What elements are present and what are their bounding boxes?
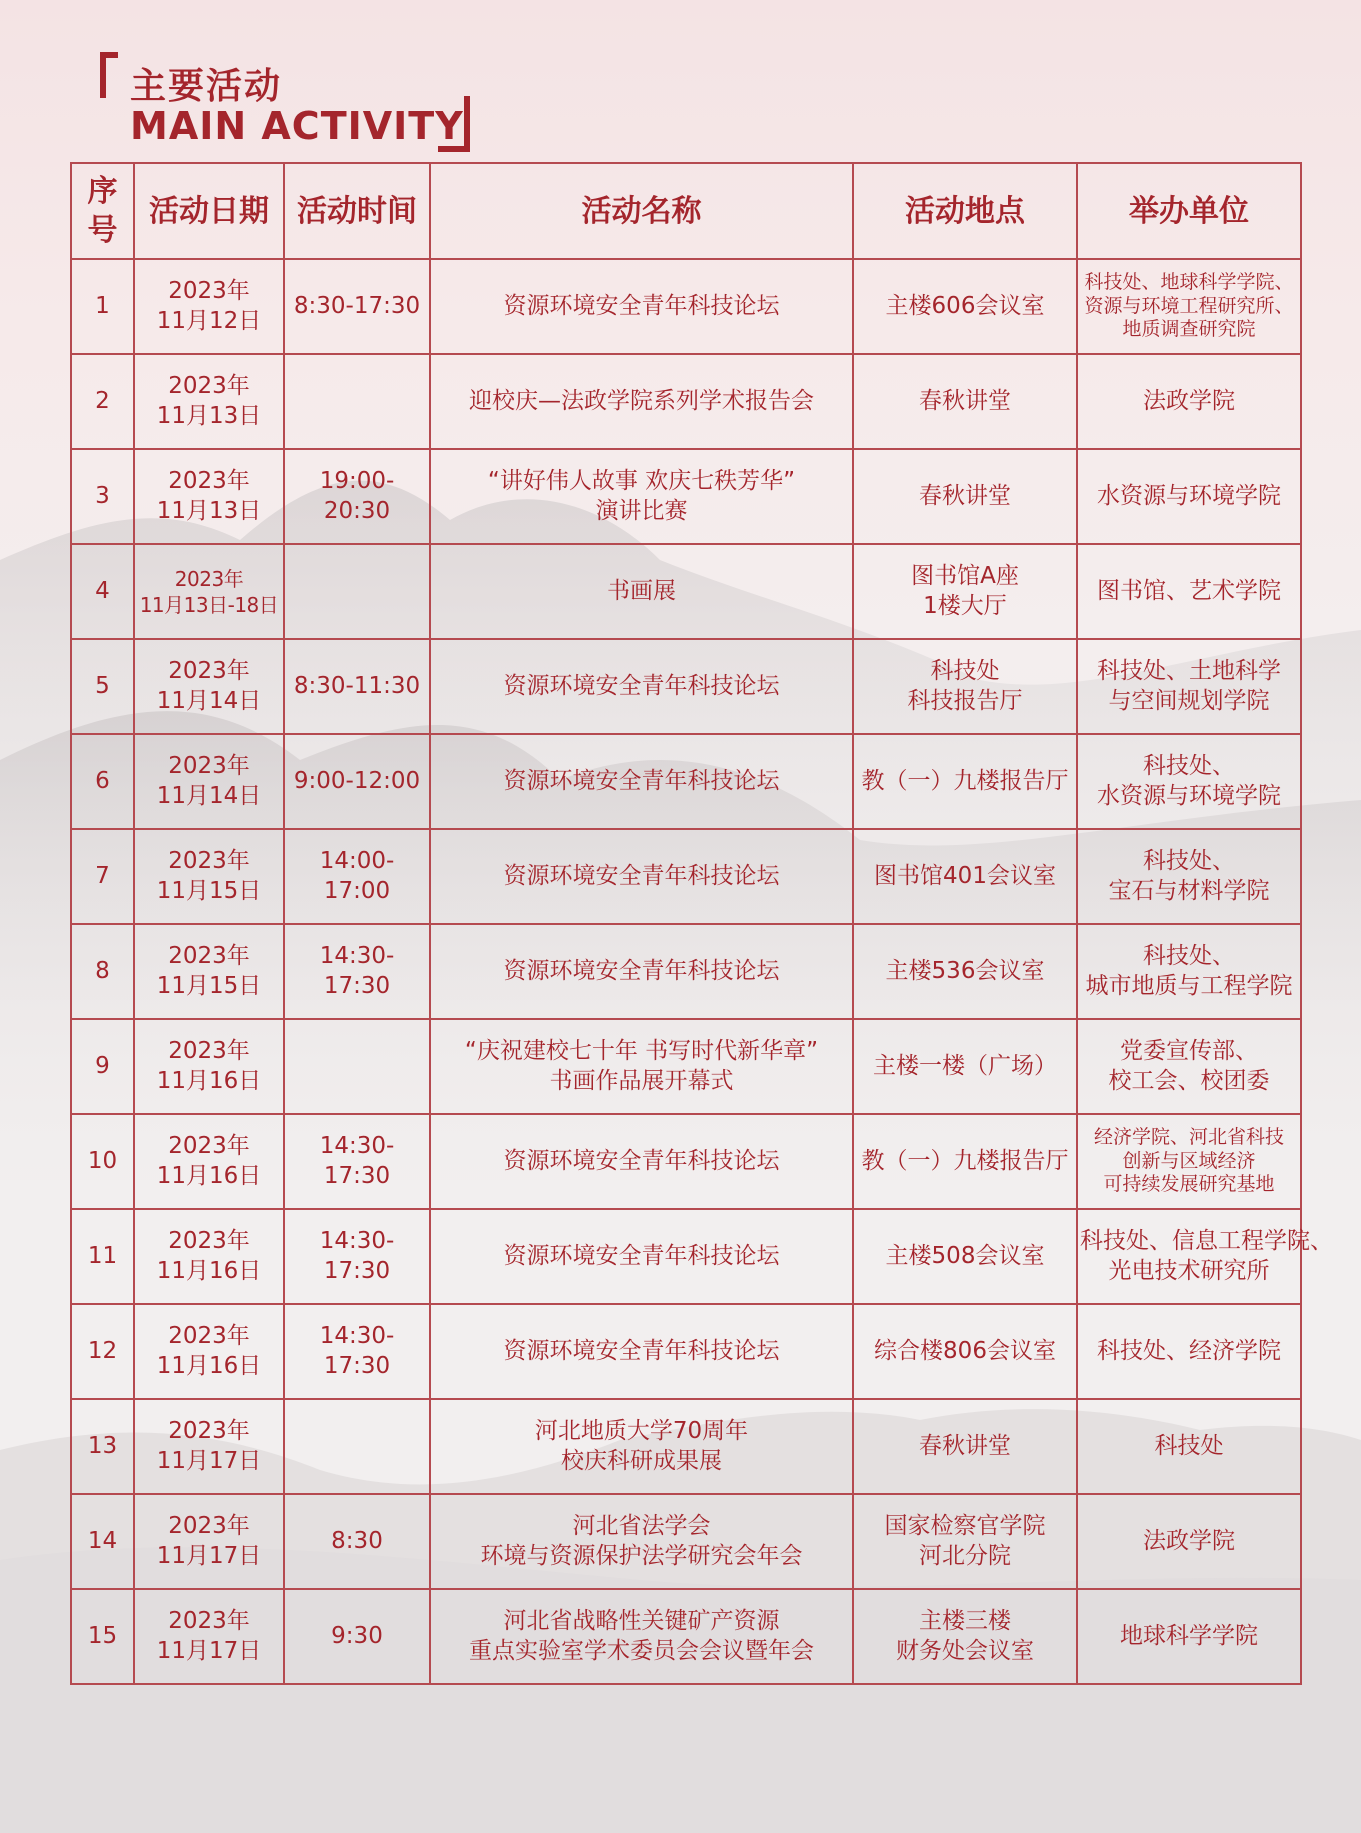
- cell-date-line: 2023年: [168, 1132, 250, 1159]
- cell-activity-name-line: 重点实验室学术委员会会议暨年会: [469, 1637, 814, 1664]
- cell-activity-name-line: 书画作品展开幕式: [549, 1067, 734, 1094]
- cell-number: 6: [71, 734, 134, 829]
- cell-date-line: 11月16日: [156, 1162, 262, 1189]
- cell-date: [134, 1019, 284, 1114]
- header-cell-date: 活动日期: [134, 163, 284, 259]
- cell-date-line: 2023年: [168, 1607, 250, 1634]
- header-cell-time: 活动时间: [284, 163, 430, 259]
- cell-time: [284, 1019, 430, 1114]
- cell-venue: [853, 544, 1077, 639]
- cell-date: [134, 1399, 284, 1494]
- cell-organizer: [1077, 1209, 1333, 1304]
- cell-date-line: 11月13日: [156, 402, 262, 429]
- cell-date-line: 11月14日: [156, 782, 262, 809]
- cell-organizer-line: 创新与区域经济: [1122, 1149, 1256, 1172]
- cell-organizer-line: 科技处、土地科学: [1097, 657, 1281, 684]
- cell-organizer-line: 经济学院、河北省科技: [1093, 1125, 1284, 1148]
- cell-organizer: [1077, 924, 1301, 1019]
- cell-organizer-line: 地球科学学院: [1120, 1622, 1258, 1649]
- cell-venue-line: 科技处: [930, 657, 1000, 684]
- cell-organizer-line: 与空间规划学院: [1108, 687, 1270, 714]
- table-row: [71, 449, 1301, 544]
- cell-activity-name-line: “庆祝建校七十年 书写时代新华章”: [464, 1037, 819, 1064]
- title-chinese: 主要活动: [130, 66, 283, 107]
- header-cell-venue: 活动地点: [853, 163, 1077, 259]
- cell-activity-name: [430, 1399, 853, 1494]
- cell-time: 9:30: [284, 1589, 430, 1684]
- cell-venue-line: 图书馆401会议室: [874, 862, 1056, 889]
- cell-activity-name-line: 资源环境安全青年科技论坛: [503, 1147, 780, 1174]
- cell-activity-name: [430, 924, 853, 1019]
- cell-organizer: [1077, 1019, 1301, 1114]
- cell-organizer: [1077, 734, 1301, 829]
- cell-time: [284, 544, 430, 639]
- cell-date-line: 11月13日-18日: [139, 592, 279, 617]
- cell-venue: [853, 1589, 1077, 1684]
- cell-time: 14:30-17:30: [284, 1304, 430, 1399]
- cell-number: 12: [71, 1304, 134, 1399]
- table-row: [71, 354, 1301, 449]
- cell-date-line: 11月12日: [156, 307, 262, 334]
- cell-activity-name-line: 资源环境安全青年科技论坛: [503, 292, 780, 319]
- cell-organizer-line: 水资源与环境学院: [1097, 782, 1281, 809]
- cell-date-line: 2023年: [168, 372, 250, 399]
- cell-number: 10: [71, 1114, 134, 1209]
- cell-organizer: [1077, 1399, 1301, 1494]
- cell-activity-name-line: 资源环境安全青年科技论坛: [503, 767, 780, 794]
- activity-table: [70, 162, 1333, 1685]
- cell-date: [134, 734, 284, 829]
- cell-activity-name: [430, 734, 853, 829]
- cell-organizer: [1077, 259, 1301, 354]
- cell-time: 19:00-20:30: [284, 449, 430, 544]
- cell-organizer-line: 地质调查研究院: [1122, 318, 1256, 341]
- cell-time: 9:00-12:00: [284, 734, 430, 829]
- cell-venue: [853, 449, 1077, 544]
- cell-number: 7: [71, 829, 134, 924]
- cell-activity-name: [430, 1209, 853, 1304]
- cell-time: 14:30-17:30: [284, 924, 430, 1019]
- cell-activity-name-line: 演讲比赛: [595, 497, 688, 524]
- cell-date-line: 2023年: [168, 1417, 250, 1444]
- bracket-bottom-right: [438, 96, 470, 152]
- cell-activity-name: [430, 449, 853, 544]
- cell-organizer: [1077, 354, 1301, 449]
- cell-venue-line: 教（一）九楼报告厅: [861, 1147, 1069, 1174]
- cell-activity-name-line: 河北地质大学70周年: [534, 1417, 749, 1444]
- cell-venue-line: 图书馆A座: [911, 562, 1019, 589]
- cell-number: 1: [71, 259, 134, 354]
- cell-date: [134, 924, 284, 1019]
- table-row: [71, 259, 1301, 354]
- cell-date: [134, 1114, 284, 1209]
- cell-date-line: 11月16日: [156, 1352, 262, 1379]
- cell-time: 8:30-11:30: [284, 639, 430, 734]
- cell-date-line: 2023年: [168, 847, 250, 874]
- cell-date-line: 2023年: [168, 942, 250, 969]
- cell-venue-line: 主楼606会议室: [885, 292, 1045, 319]
- cell-activity-name: [430, 639, 853, 734]
- cell-activity-name: [430, 1589, 853, 1684]
- cell-venue-line: 1楼大厅: [923, 592, 1007, 619]
- cell-number: 3: [71, 449, 134, 544]
- table-row: [71, 1114, 1301, 1209]
- cell-organizer-line: 科技处、: [1143, 942, 1235, 969]
- cell-activity-name-line: 河北省战略性关键矿产资源: [503, 1607, 780, 1634]
- cell-date-line: 2023年: [168, 1512, 250, 1539]
- cell-organizer: [1077, 449, 1301, 544]
- header-char: 序: [87, 174, 118, 209]
- cell-activity-name: [430, 1019, 853, 1114]
- cell-organizer-line: 科技处、地球科学学院、: [1084, 270, 1294, 293]
- cell-number: 15: [71, 1589, 134, 1684]
- cell-organizer-line: 科技处、: [1143, 847, 1235, 874]
- cell-activity-name-line: 河北省法学会: [572, 1512, 711, 1539]
- cell-organizer-line: 校工会、校团委: [1108, 1067, 1270, 1094]
- cell-venue-line: 主楼508会议室: [885, 1242, 1045, 1269]
- cell-activity-name: [430, 829, 853, 924]
- cell-activity-name: [430, 259, 853, 354]
- cell-activity-name-line: 资源环境安全青年科技论坛: [503, 957, 780, 984]
- cell-activity-name-line: 资源环境安全青年科技论坛: [503, 1337, 780, 1364]
- cell-time: [284, 354, 430, 449]
- cell-organizer-line: 水资源与环境学院: [1097, 482, 1281, 509]
- cell-organizer: [1077, 1114, 1301, 1209]
- cell-venue: [853, 259, 1077, 354]
- cell-date-line: 11月17日: [156, 1637, 262, 1664]
- cell-venue-line: 教（一）九楼报告厅: [861, 767, 1069, 794]
- cell-time: 14:30-17:30: [284, 1114, 430, 1209]
- cell-date-line: 2023年: [168, 277, 250, 304]
- cell-date: [134, 829, 284, 924]
- cell-venue: [853, 924, 1077, 1019]
- cell-date-line: 11月14日: [156, 687, 262, 714]
- cell-activity-name: [430, 1114, 853, 1209]
- cell-venue: [853, 1209, 1077, 1304]
- cell-time: 8:30: [284, 1494, 430, 1589]
- cell-organizer-line: 图书馆、艺术学院: [1097, 577, 1281, 604]
- cell-activity-name-line: 资源环境安全青年科技论坛: [503, 672, 780, 699]
- cell-number: 5: [71, 639, 134, 734]
- cell-venue-line: 春秋讲堂: [919, 387, 1011, 414]
- cell-number: 14: [71, 1494, 134, 1589]
- cell-date: [134, 1209, 284, 1304]
- table-row: [71, 1589, 1301, 1684]
- cell-date: [134, 259, 284, 354]
- cell-number: 8: [71, 924, 134, 1019]
- cell-venue-line: 国家检察官学院: [884, 1512, 1046, 1539]
- cell-time: 14:30-17:30: [284, 1209, 430, 1304]
- table-row: [71, 1304, 1301, 1399]
- cell-venue: [853, 1304, 1077, 1399]
- table-row: [71, 1019, 1301, 1114]
- cell-date-line: 11月16日: [156, 1067, 262, 1094]
- cell-venue-line: 综合楼806会议室: [874, 1337, 1056, 1364]
- cell-activity-name: [430, 1304, 853, 1399]
- cell-organizer: [1077, 1494, 1301, 1589]
- cell-number: 13: [71, 1399, 134, 1494]
- cell-date-line: 2023年: [168, 752, 250, 779]
- cell-organizer-line: 城市地质与工程学院: [1085, 972, 1293, 999]
- table-row: [71, 639, 1301, 734]
- cell-date-line: 2023年: [168, 1322, 250, 1349]
- cell-time: 14:00-17:00: [284, 829, 430, 924]
- header-cell-number: [71, 163, 134, 259]
- cell-date-line: 2023年: [168, 657, 250, 684]
- cell-organizer-line: 宝石与材料学院: [1108, 877, 1270, 904]
- cell-organizer-line: 科技处、经济学院: [1097, 1337, 1281, 1364]
- cell-venue: [853, 1019, 1077, 1114]
- cell-organizer-line: 光电技术研究所: [1108, 1257, 1270, 1284]
- cell-date-line: 11月15日: [156, 972, 262, 999]
- cell-date-line: 11月15日: [156, 877, 262, 904]
- table-row: [71, 1399, 1301, 1494]
- cell-venue: [853, 354, 1077, 449]
- cell-activity-name-line: 校庆科研成果展: [561, 1447, 722, 1474]
- cell-activity-name-line: 环境与资源保护法学研究会年会: [480, 1542, 803, 1569]
- cell-organizer-line: 科技处、: [1143, 752, 1235, 779]
- cell-date: [134, 639, 284, 734]
- cell-activity-name-line: 资源环境安全青年科技论坛: [503, 862, 780, 889]
- title-english: MAIN ACTIVITY: [130, 104, 464, 148]
- cell-date: [134, 449, 284, 544]
- cell-activity-name-line: 资源环境安全青年科技论坛: [503, 1242, 780, 1269]
- cell-organizer: [1077, 639, 1301, 734]
- cell-date: [134, 1589, 284, 1684]
- cell-organizer: [1077, 1304, 1301, 1399]
- cell-venue-line: 春秋讲堂: [919, 1432, 1011, 1459]
- cell-venue-line: 财务处会议室: [896, 1637, 1034, 1664]
- table-row: [71, 924, 1301, 1019]
- cell-venue: [853, 1114, 1077, 1209]
- cell-organizer: [1077, 1589, 1301, 1684]
- cell-organizer-line: 法政学院: [1143, 387, 1235, 414]
- table-row: [71, 1494, 1301, 1589]
- cell-venue: [853, 1399, 1077, 1494]
- header-char: 号: [87, 213, 118, 248]
- cell-number: 9: [71, 1019, 134, 1114]
- cell-venue-line: 主楼一楼（广场）: [873, 1052, 1057, 1079]
- cell-date: [134, 354, 284, 449]
- header-cell-name: 活动名称: [430, 163, 853, 259]
- table-row: [71, 1209, 1301, 1304]
- cell-date-line: 11月16日: [156, 1257, 262, 1284]
- cell-organizer: [1077, 829, 1301, 924]
- cell-activity-name: [430, 354, 853, 449]
- cell-date: [134, 1304, 284, 1399]
- cell-date: [134, 544, 284, 639]
- cell-venue-line: 主楼536会议室: [885, 957, 1045, 984]
- cell-date-line: 2023年: [174, 566, 244, 591]
- cell-number: 11: [71, 1209, 134, 1304]
- cell-date-line: 11月17日: [156, 1542, 262, 1569]
- cell-time: [284, 1399, 430, 1494]
- cell-organizer-line: 党委宣传部、: [1120, 1037, 1258, 1064]
- cell-organizer-line: 资源与环境工程研究所、: [1084, 294, 1294, 317]
- cell-activity-name-line: “讲好伟人故事 欢庆七秩芳华”: [487, 467, 796, 494]
- table-row: [71, 544, 1301, 639]
- table-row: [71, 829, 1301, 924]
- cell-number: 4: [71, 544, 134, 639]
- cell-number: 2: [71, 354, 134, 449]
- cell-venue-line: 河北分院: [919, 1542, 1011, 1569]
- table-row: [71, 734, 1301, 829]
- cell-venue: [853, 1494, 1077, 1589]
- bracket-top-left: [100, 52, 118, 98]
- cell-date-line: 11月17日: [156, 1447, 262, 1474]
- table-header-row: [71, 163, 1301, 259]
- cell-organizer-line: 科技处、信息工程学院、: [1080, 1227, 1333, 1254]
- cell-organizer-line: 可持续发展研究基地: [1103, 1173, 1275, 1196]
- cell-activity-name-line: 书画展: [607, 577, 676, 604]
- cell-activity-name: [430, 544, 853, 639]
- cell-organizer-line: 法政学院: [1143, 1527, 1235, 1554]
- cell-activity-name-line: 迎校庆—法政学院系列学术报告会: [469, 387, 814, 414]
- cell-venue: [853, 734, 1077, 829]
- cell-venue: [853, 829, 1077, 924]
- cell-time: 8:30-17:30: [284, 259, 430, 354]
- header-cell-organizer: 举办单位: [1077, 163, 1301, 259]
- cell-venue-line: 主楼三楼: [919, 1607, 1011, 1634]
- cell-date-line: 11月13日: [156, 497, 262, 524]
- cell-activity-name: [430, 1494, 853, 1589]
- cell-venue-line: 科技报告厅: [907, 687, 1023, 714]
- cell-date-line: 2023年: [168, 1037, 250, 1064]
- cell-date-line: 2023年: [168, 1227, 250, 1254]
- cell-date: [134, 1494, 284, 1589]
- cell-date-line: 2023年: [168, 467, 250, 494]
- cell-organizer-line: 科技处: [1154, 1432, 1224, 1459]
- cell-organizer: [1077, 544, 1301, 639]
- cell-venue: [853, 639, 1077, 734]
- cell-venue-line: 春秋讲堂: [919, 482, 1011, 509]
